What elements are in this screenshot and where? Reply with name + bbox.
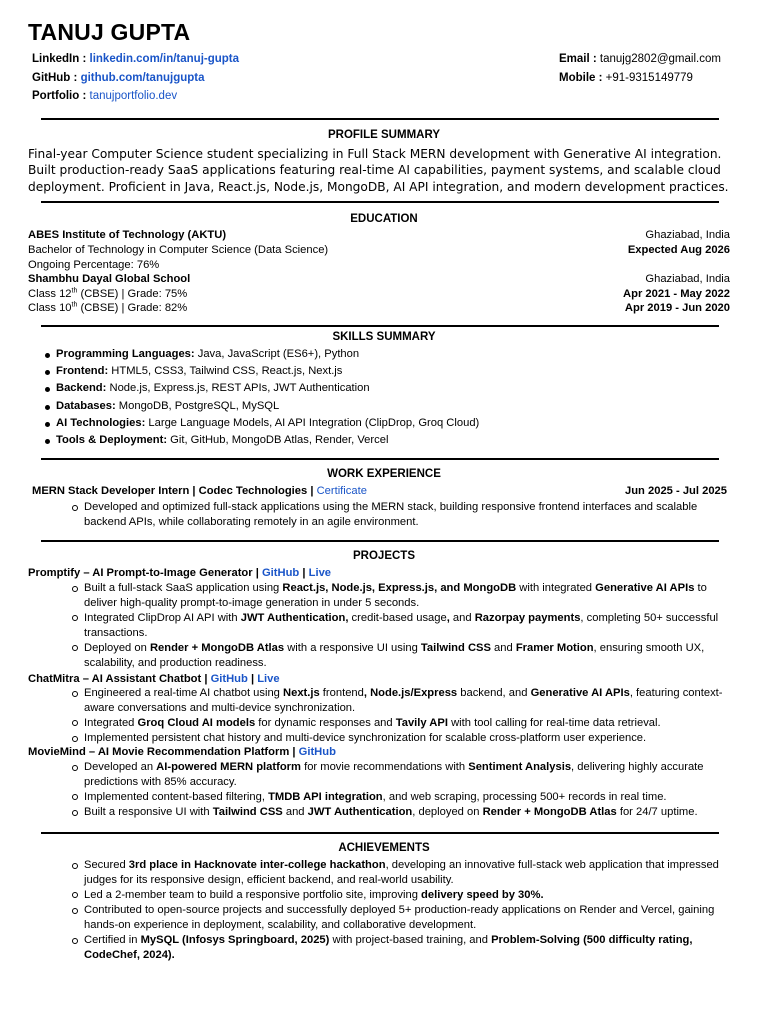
project-title: Promptify – AI Prompt-to-Image Generator | GitHub | Live [28, 567, 332, 579]
linkedin-line: LinkedIn : linkedin.com/in/tanuj-gupta [32, 53, 240, 65]
divider [41, 458, 719, 460]
list-item: Deployed on Render + MongoDB Atlas with a responsive UI using Tailwind CSS and Framer Motion, ensuring smooth UX, scalability, and production readiness. [84, 641, 734, 670]
candidate-name: TANUJ GUPTA [28, 19, 191, 45]
email-label: Email [559, 53, 590, 65]
section-title-work: WORK EXPERIENCE [327, 468, 441, 480]
list-item: Integrated Groq Cloud AI models for dynamic responses and Tavily API with tool calling for real-time data retrieval. [84, 716, 734, 731]
list-item: Developed and optimized full-stack applications using the MERN stack, building responsive frontend interfaces and scalable backend APIs, while collaborating remotely in an agile environment. [84, 500, 734, 529]
github-link[interactable]: GitHub [261, 567, 300, 579]
section-title-skills: SKILLS SUMMARY [332, 331, 436, 343]
project-bullets [84, 760, 734, 821]
mobile-label: Mobile [559, 71, 596, 84]
list-item: Integrated ClipDrop AI API with JWT Authentication, credit-based usage, and Razorpay payments, completing 50+ successful transactions. [84, 611, 734, 640]
certificate-link[interactable]: Certificate [316, 485, 367, 497]
linkedin-label: LinkedIn [32, 53, 80, 65]
education-degree-row [28, 243, 730, 258]
list-item: Engineered a real-time AI chatbot using Next.js frontend, Node.js/Express backend, and Generative AI APIs, featuring context-aware conversations and multi-device synchronization. [84, 686, 734, 715]
linkedin-link[interactable]: linkedin.com/in/tanuj-gupta [89, 53, 240, 65]
school-location: Ghaziabad, India [645, 273, 730, 285]
contact-info [559, 50, 721, 87]
section-title-projects: PROJECTS [353, 550, 415, 562]
college-location: Ghaziabad, India [645, 229, 730, 241]
list-item: Contributed to open-source projects and successfully deployed 5+ production-ready applications on Render and Vercel, gaining hands-on experience in deployment, scalability, and collaborative development. [84, 903, 734, 932]
list-item: Developed an AI-powered MERN platform for movie recommendations with Sentiment Analysis, delivering highly accurate predictions with 85% accuracy. [84, 760, 734, 789]
percentage-text: Ongoing Percentage: 76% [28, 259, 160, 271]
achievement-bullets [84, 858, 734, 963]
class10-date: Apr 2019 - Jun 2020 [624, 302, 730, 314]
divider [41, 118, 719, 120]
skill-item: Frontend: HTML5, CSS3, Tailwind CSS, React.js, Next.js [28, 363, 479, 380]
live-link[interactable]: Live [308, 567, 332, 579]
github-link[interactable]: GitHub [298, 746, 336, 758]
section-title-profile: PROFILE SUMMARY [327, 129, 441, 141]
degree-date: Expected Aug 2026 [627, 244, 730, 256]
school-name: Shambhu Dayal Global School [28, 273, 191, 285]
degree-text: Bachelor of Technology in Computer Science (Data Science) [28, 244, 329, 256]
email-value: tanujg2802@gmail.com [599, 53, 721, 65]
list-item: Led a 2-member team to build a responsive portfolio site, improving delivery speed by 30%. [84, 888, 734, 903]
portfolio-label: Portfolio [32, 90, 80, 102]
section-title-education: EDUCATION [350, 213, 418, 225]
section-title-achievements: ACHIEVEMENTS [338, 842, 430, 854]
class12-date: Apr 2021 - May 2022 [623, 288, 730, 300]
work-role-row [32, 484, 727, 499]
divider [41, 325, 719, 327]
divider [41, 832, 719, 834]
education-class10-row [28, 301, 730, 316]
portfolio-line: Portfolio : tanujportfolio.dev [32, 90, 178, 102]
skill-item: Programming Languages: Java, JavaScript (ES6+), Python [28, 346, 479, 363]
list-item: Built a responsive UI with Tailwind CSS and JWT Authentication, deployed on Render + MongoDB Atlas for 24/7 uptime. [84, 805, 734, 820]
portfolio-link[interactable]: tanujportfolio.dev [89, 90, 178, 102]
divider [41, 540, 719, 542]
project-bullets [84, 581, 734, 671]
divider [41, 201, 719, 203]
skills-list [28, 346, 479, 449]
github-link[interactable]: github.com/tanujgupta [80, 71, 205, 84]
college-name: ABES Institute of Technology (AKTU) [28, 229, 227, 241]
class10-text: Class 10th (CBSE) | Grade: 82% [28, 301, 188, 314]
live-link[interactable]: Live [257, 673, 280, 685]
contact-links [32, 50, 239, 106]
education-school-row [28, 272, 730, 287]
mobile-line: Mobile : +91-9315149779 [559, 71, 693, 84]
skill-item: Backend: Node.js, Express.js, REST APIs, JWT Authentication [28, 380, 479, 397]
list-item: Built a full-stack SaaS application using React.js, Node.js, Express.js, and MongoDB with integrated Generative AI APIs to deliver high-quality prompt-to-image generation in under 5 seconds. [84, 581, 734, 610]
project-bullets [84, 686, 734, 747]
github-line: GitHub : github.com/tanujgupta [32, 71, 205, 84]
mobile-value: +91-9315149779 [605, 71, 693, 84]
class12-text: Class 12th (CBSE) | Grade: 75% [28, 287, 188, 300]
work-bullets [84, 500, 734, 530]
education-percentage-row [28, 258, 730, 273]
project-title: ChatMitra – AI Assistant Chatbot | GitHub | Live [28, 673, 280, 685]
education-college-row [28, 228, 730, 243]
list-item: Implemented content-based filtering, TMDB API integration, and web scraping, processing 500+ records in real time. [84, 790, 734, 805]
profile-summary-text: Final-year Computer Science student specializing in Full Stack MERN development with Generative AI integration. Built production-ready SaaS applications featuring real-time AI capabilities, payment systems, and scalable cloud deployment. Proficient in Java, React.js, Node.js, MongoDB, AI API integration, and modern development practices. [28, 147, 729, 194]
work-date: Jun 2025 - Jul 2025 [625, 485, 727, 497]
project-title: MovieMind – AI Movie Recommendation Platform | GitHub [28, 746, 336, 758]
github-link[interactable]: GitHub [210, 673, 248, 685]
list-item: Certified in MySQL (Infosys Springboard, 2025) with project-based training, and Problem-Solving (500 difficulty rating, CodeChef, 2024). [84, 933, 734, 962]
skill-item: Tools & Deployment: Git, GitHub, MongoDB Atlas, Render, Vercel [28, 432, 479, 449]
education-class12-row [28, 287, 730, 302]
github-label: GitHub [32, 71, 71, 84]
list-item: Secured 3rd place in Hacknovate inter-college hackathon, developing an innovative full-stack web application that impressed judges for its responsive design, efficient backend, and real-world usability. [84, 858, 734, 887]
skill-item: Databases: MongoDB, PostgreSQL, MySQL [28, 398, 479, 415]
email-line: Email : tanujg2802@gmail.com [559, 53, 721, 65]
skill-item: AI Technologies: Large Language Models, AI API Integration (ClipDrop, Groq Cloud) [28, 415, 479, 432]
work-role: MERN Stack Developer Intern | Codec Technologies | [32, 485, 317, 497]
list-item: Implemented persistent chat history and multi-device synchronization for scalable cross-platform user experience. [84, 731, 734, 746]
